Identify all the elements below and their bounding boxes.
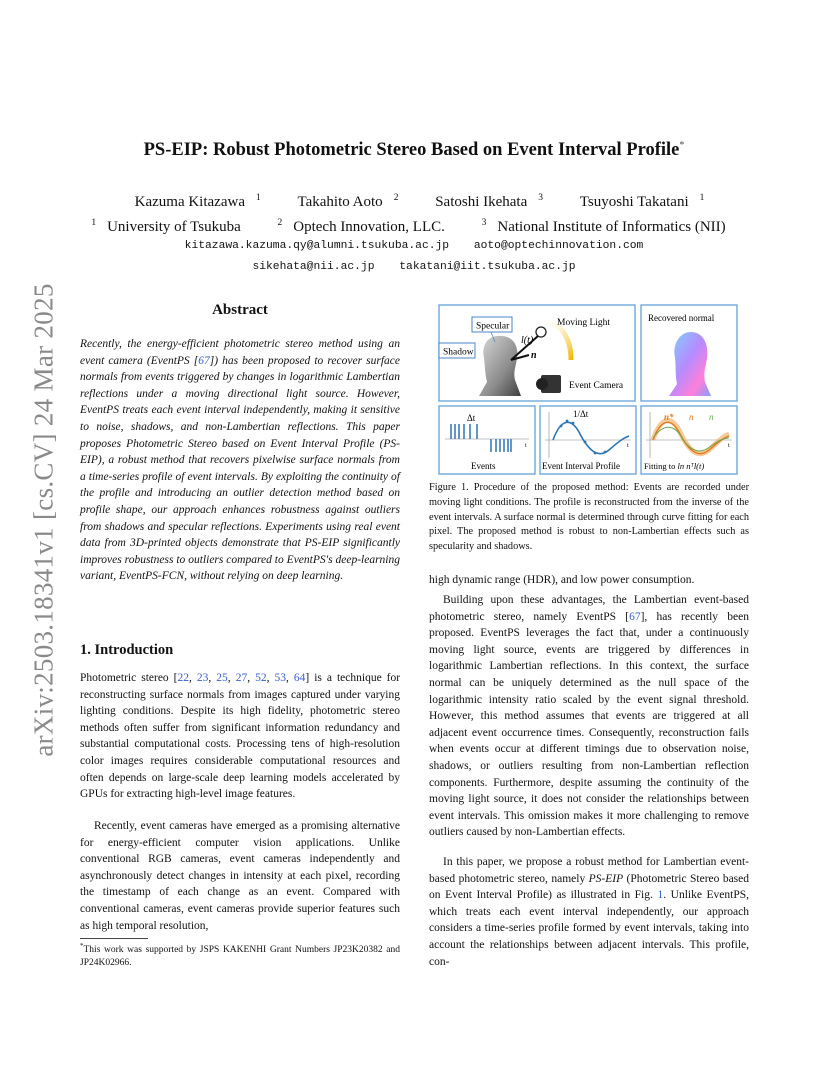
label-recovered-normal: Recovered normal	[648, 313, 715, 323]
label-light-vector: l(t)	[521, 335, 534, 346]
intro-paragraph: Recently, event cameras have emerged as a promising alternative for energy-efficient computer vision applications. Unlike conventional RGB cameras, event cameras independently and asynchronously detect changes in intensity at each pixel, recording the timestamp of each change as an event. Compared with conventional cameras, event cameras provide superior features such as high temporal resolution,	[80, 820, 400, 932]
email[interactable]: takatani@iit.tsukuba.ac.jp	[399, 261, 576, 273]
label-n-b: n	[709, 412, 714, 422]
body-paragraph: high dynamic range (HDR), and low power consumption.	[429, 574, 695, 586]
section-heading: 1. Introduction	[80, 642, 174, 658]
intro-paragraph: Photometric stereo [22, 23, 25, 27, 52, 53, 64] is a technique for reconstructing surface normals from images captured under varying lighting conditions. Despite its high fidelity, photometric stereo methods often suffer from significant information redundancy and substantial computational costs. Processing tens of high-resolution color images requires considerable computational resources and often depends on large-scale deep learning models accelerated by GPUs for extracting high-level image features.	[80, 672, 401, 801]
label-event-interval-profile: Event Interval Profile	[542, 461, 620, 471]
axis-t-label: t	[525, 443, 527, 449]
head-object	[479, 336, 521, 396]
author: Takahito Aoto $^2$	[297, 193, 399, 210]
label-event-camera: Event Camera	[569, 381, 624, 391]
label-n-star: n*	[664, 412, 674, 422]
affiliation: $^3$ National Institute of Informatics (NII)	[481, 218, 726, 235]
email-line	[0, 261, 828, 273]
body-paragraph: Building upon these advantages, the Lambertian event-based photometric stereo, namely EventPS [67], has recently been proposed. EventPS leverages the fact that, under a continuously moving light source, events are triggered by differences in logarithmic Lambertian reflections. In this context, the surface normal can be uniquely determined as the null space of the logarithmic intensity ratio scaled by the event signal threshold. However, this method assumes that events are triggered at all adjacent event occurrence times. Consequently, reconstruction fails when events occur at different timings due to observation noise, shadows, or outliers resulting from non-Lambertian reflection components. Furthermore, despite assuming the continuity of the moving light source, it does not consider the relationships between event intervals. This omission makes it more challenging to remove outliers caused by non-Lambertian effects.	[429, 594, 749, 839]
label-specular: Specular	[476, 321, 510, 332]
label-events: Events	[471, 461, 496, 471]
footnote-rule	[80, 938, 148, 939]
label-delta-t: Δt	[467, 413, 476, 423]
author: Kazuma Kitazawa $^1$	[134, 193, 261, 210]
citation-link[interactable]: 23	[196, 672, 209, 684]
citation-link[interactable]: 25	[216, 672, 228, 684]
author: Tsuyoshi Takatani $^1$	[579, 193, 705, 210]
email[interactable]: sikehata@nii.ac.jp	[252, 261, 375, 273]
citation-link[interactable]: 22	[177, 672, 190, 684]
author-list	[0, 193, 828, 211]
affiliation: $^2$ Optech Innovation, LLC.	[277, 218, 445, 235]
paper-title	[0, 140, 828, 161]
citation-link[interactable]: 52	[255, 672, 267, 684]
label-shadow: Shadow	[443, 347, 474, 358]
arxiv-stamp: arXiv:2503.18341v1 [cs.CV] 24 Mar 2025	[28, 283, 59, 757]
citation-link[interactable]: 27	[235, 672, 248, 684]
figure-caption: Figure 1. Procedure of the proposed method: Events are recorded under moving light conditions. The profile is reconstructed from the inverse of the event intervals. A surface normal is determined through curve fitting for each pixel. The proposed method is robust to non-Lambertian effects such as specularity and shadows.	[429, 482, 749, 553]
affiliation: $^1$ University of Tsukuba	[91, 218, 241, 235]
figure-link[interactable]: 1	[657, 889, 664, 902]
footnote: *This work was supported by JSPS KAKENHI Grant Numbers JP23K20382 and JP24K02966.	[80, 942, 400, 969]
affiliation-list	[0, 218, 828, 236]
label-fitting: Fitting to ln nᵀl(t)	[644, 461, 705, 471]
email[interactable]: aoto@optechinnovation.com	[473, 240, 644, 252]
author: Satoshi Ikehata $^3$	[435, 193, 543, 210]
email[interactable]: kitazawa.kazuma.qy@alumni.tsukuba.ac.jp	[184, 240, 450, 252]
citation-link[interactable]: 53	[274, 672, 286, 684]
label-moving-light: Moving Light	[557, 318, 611, 328]
axis-t-label: t	[728, 443, 730, 449]
body-paragraph: In this paper, we propose a robust method for Lambertian event-based photometric stereo, namely PS-EIP (Photometric Stereo based on Event Interval Profile) as illustrated in Fig. 1. Unlike EventPS, which treats each event interval independently, our approach considers a time-series profile formed by event intervals, taking into account the relationships between adjacent intervals. This profile, con-	[429, 856, 750, 968]
paper-title-text: PS-EIP: Robust Photometric Stereo Based on Event Interval Profile	[143, 140, 680, 161]
citation-link[interactable]: 67	[629, 610, 641, 623]
label-normal-vector: n	[531, 350, 537, 361]
title-footnote-mark: *	[679, 140, 685, 151]
abstract-heading: Abstract	[212, 302, 268, 318]
figure-1	[429, 300, 749, 480]
axis-t-label: t	[627, 443, 629, 449]
citation-link[interactable]: 67	[198, 354, 210, 367]
email-line	[0, 240, 828, 252]
label-inverse-delta-t: 1/Δt	[573, 409, 589, 419]
abstract-text: Recently, the energy-efficient photometric stereo method using an event camera (EventPS [67]) has been proposed to recover surface normals from events triggered by changes in logarithmic Lambertian reflections under a moving directional light source. However, EventPS treats each event interval independently, making it sensitive to noise, shadows, and non-Lambertian reflections. This paper proposes Photometric Stereo based on Event Interval Profile (PS-EIP), a robust method that recovers pixelwise surface normals from a time-series profile of event intervals. By exploiting the continuity of the profile and introducing an outlier detection method based on profile shape, our approach enhances robustness against outliers from shadows and specular reflections. Experiments using real event data from 3D-printed objects demonstrate that PS-EIP significantly improves robustness to outliers compared to EventPS's deep-learning variant, EventPS-FCN, without relying on deep learning.	[80, 338, 400, 583]
label-n-a: n	[689, 412, 694, 422]
citation-link[interactable]: 64	[293, 672, 306, 684]
